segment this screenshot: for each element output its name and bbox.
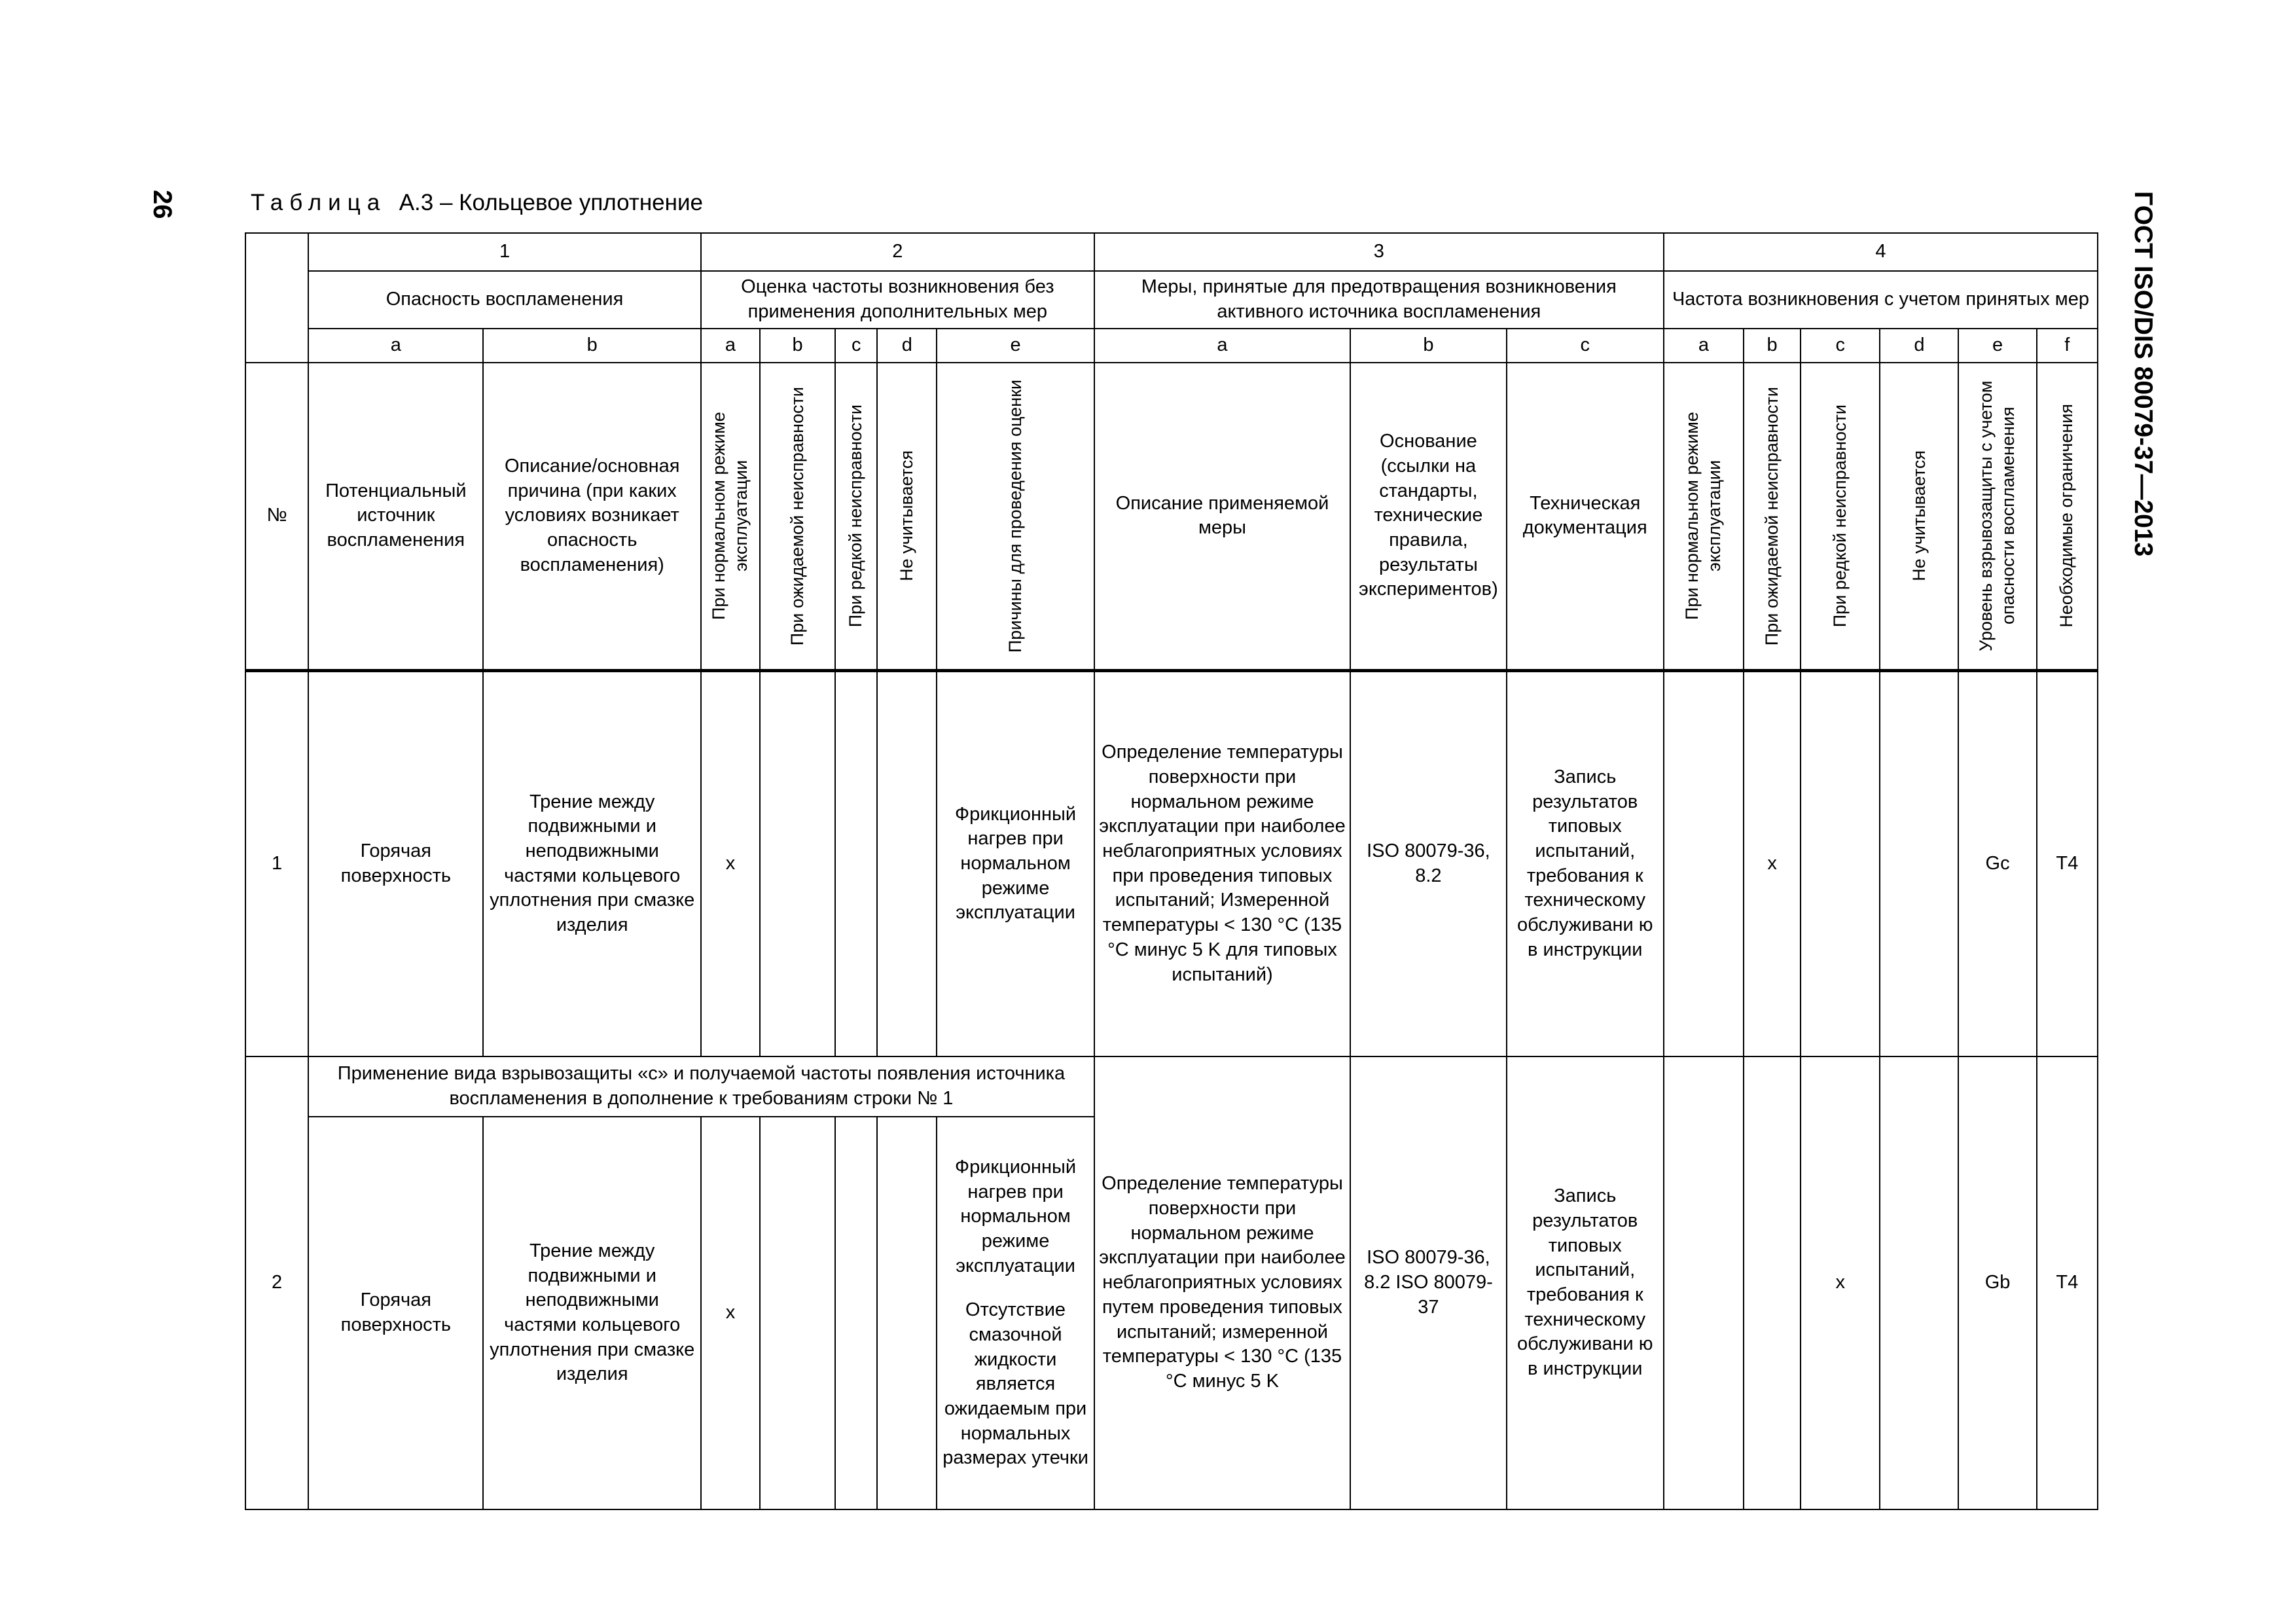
row1-cause: Трение между подвижными и неподвижными частями кольцевого уплотнения при смазке изделия xyxy=(483,670,700,1056)
header-expected xyxy=(760,363,835,670)
table-row xyxy=(245,670,2098,1056)
header-description-cause: Описание/основная причина (при каких условиях возникает опасность воспламенения) xyxy=(483,363,700,670)
group-3-title: Меры, принятые для предотвращения возникновения активного источника воспламенения xyxy=(1094,271,1664,329)
letter-row xyxy=(245,329,2098,363)
header-reasons-text: Причины для проведения оценки xyxy=(1005,379,1025,653)
row1-protection-level: Gc xyxy=(1958,670,2036,1056)
row2-limitations: T4 xyxy=(2037,1056,2098,1509)
row2-freq-normal: x xyxy=(701,1117,760,1509)
header-limitations xyxy=(2037,363,2098,670)
group-title-row xyxy=(245,271,2098,329)
row1-after-expected: x xyxy=(1744,670,1801,1056)
header-after-rare-text: При редкой неисправности xyxy=(1829,405,1850,628)
header-expected-text: При ожидаемой неисправности xyxy=(787,386,807,645)
row1-measure: Определение температуры поверхности при нормальном режиме эксплуатации при наиболее неблагоприятных условиях при проведения типовых испытаний; Измеренной температуры < 130 °C (135 °C минус 5 K для типовых испытаний) xyxy=(1094,670,1351,1056)
row2-reasons-part2: Отсутствие смазочной жидкости является ожидаемым при нормальных размерах утечки xyxy=(942,1299,1088,1469)
standard-designation: ГОСТ ISO/DIS 80079-37—2013 xyxy=(2129,191,2157,557)
letter-2b: b xyxy=(760,329,835,363)
letter-3c: c xyxy=(1507,329,1664,363)
row2-freq-expected xyxy=(760,1117,835,1509)
letter-4b: b xyxy=(1744,329,1801,363)
row2-no: 2 xyxy=(245,1056,308,1509)
row2-reasons xyxy=(937,1117,1094,1509)
row1-tech-doc: Запись результатов типовых испытаний, требования к техническому обслуживани ю в инструкции xyxy=(1507,670,1664,1056)
row2-note: Применение вида взрывозащиты «с» и получаемой частоты появления источника воспламенения в дополнение к требованиям строки № 1 xyxy=(308,1056,1094,1117)
row2-protection-level: Gb xyxy=(1958,1056,2036,1509)
caption-label: Таблица xyxy=(251,190,387,215)
letter-4f: f xyxy=(2037,329,2098,363)
header-normal-text: При нормальном режиме эксплуатации xyxy=(709,412,751,621)
row2-freq-rare xyxy=(835,1117,877,1509)
row2-after-expected xyxy=(1744,1056,1801,1509)
row1-no: 1 xyxy=(245,670,308,1056)
header-after-expected xyxy=(1744,363,1801,670)
row1-freq-rare xyxy=(835,670,877,1056)
row2-measure: Определение температуры поверхности при нормальном режиме эксплуатации при наиболее неблагоприятных условиях путем проведения типовых испытаний; измеренной температуры < 130 °C (135 °C минус 5 K xyxy=(1094,1056,1351,1509)
row2-after-normal xyxy=(1664,1056,1744,1509)
group-3-number: 3 xyxy=(1094,233,1664,271)
header-rare-text: При редкой неисправности xyxy=(846,405,866,628)
letter-2d: d xyxy=(877,329,937,363)
group-number-row xyxy=(245,233,2098,271)
letter-2c: c xyxy=(835,329,877,363)
group-2-title: Оценка частоты возникновения без применения дополнительных мер xyxy=(701,271,1094,329)
header-reasons xyxy=(937,363,1094,670)
group-1-title: Опасность воспламенения xyxy=(308,271,701,329)
header-after-normal-text: При нормальном режиме эксплуатации xyxy=(1682,412,1724,621)
row2-tech-doc: Запись результатов типовых испытаний, требования к техническому обслуживани ю в инструкции xyxy=(1507,1056,1664,1509)
header-rare xyxy=(835,363,877,670)
group-2-number: 2 xyxy=(701,233,1094,271)
row1-freq-not-considered xyxy=(877,670,937,1056)
row2-reasons-part1: Фрикционный нагрев при нормальном режиме эксплуатации xyxy=(955,1156,1077,1276)
letter-1a: a xyxy=(308,329,483,363)
ignition-hazard-table xyxy=(245,232,2098,1510)
header-tech-doc: Техническая документация xyxy=(1507,363,1664,670)
header-potential-source: Потенциальный источник воспламенения xyxy=(308,363,483,670)
letter-4a: a xyxy=(1664,329,1744,363)
header-basis: Основание (ссылки на стандарты, технические правила, результаты экспериментов) xyxy=(1350,363,1506,670)
row1-freq-normal: x xyxy=(701,670,760,1056)
header-no: № xyxy=(245,363,308,670)
letter-2a: a xyxy=(701,329,760,363)
row2-basis: ISO 80079-36, 8.2 ISO 80079-37 xyxy=(1350,1056,1506,1509)
row1-source: Горячая поверхность xyxy=(308,670,483,1056)
letter-3a: a xyxy=(1094,329,1351,363)
table-row xyxy=(245,1056,2098,1117)
header-normal xyxy=(701,363,760,670)
letter-4d: d xyxy=(1880,329,1958,363)
row1-limitations: T4 xyxy=(2037,670,2098,1056)
letter-1b: b xyxy=(483,329,700,363)
header-after-not-considered-text: Не учитывается xyxy=(1909,450,1929,582)
row2-source: Горячая поверхность xyxy=(308,1117,483,1509)
column-header-row xyxy=(245,363,2098,670)
letter-4c: c xyxy=(1801,329,1880,363)
header-protection-level xyxy=(1958,363,2036,670)
header-protection-level-text: Уровень взрывозащиты с учетом опасности воспламенения xyxy=(1976,380,2018,651)
header-not-considered xyxy=(877,363,937,670)
header-not-considered-text: Не учитывается xyxy=(896,450,916,582)
row2-freq-not-considered xyxy=(877,1117,937,1509)
header-measure-description: Описание применяемой меры xyxy=(1094,363,1351,670)
page-number: 26 xyxy=(148,190,177,219)
row2-after-rare: x xyxy=(1801,1056,1880,1509)
row1-after-not-considered xyxy=(1880,670,1958,1056)
row1-after-normal xyxy=(1664,670,1744,1056)
group-1-number: 1 xyxy=(308,233,701,271)
header-after-normal xyxy=(1664,363,1744,670)
letter-4e: e xyxy=(1958,329,2036,363)
row2-cause: Трение между подвижными и неподвижными частями кольцевого уплотнения при смазке изделия xyxy=(483,1117,700,1509)
header-after-rare xyxy=(1801,363,1880,670)
row1-after-rare xyxy=(1801,670,1880,1056)
corner-cell xyxy=(245,233,308,363)
table-caption xyxy=(251,190,703,216)
row1-reasons: Фрикционный нагрев при нормальном режиме эксплуатации xyxy=(937,670,1094,1056)
group-4-title: Частота возникновения с учетом принятых мер xyxy=(1664,271,2098,329)
letter-2e: e xyxy=(937,329,1094,363)
letter-3b: b xyxy=(1350,329,1506,363)
row1-freq-expected xyxy=(760,670,835,1056)
row2-after-not-considered xyxy=(1880,1056,1958,1509)
header-limitations-text: Необходимые ограничения xyxy=(2056,404,2077,628)
header-after-expected-text: При ожидаемой неисправности xyxy=(1761,386,1782,645)
row1-basis: ISO 80079-36, 8.2 xyxy=(1350,670,1506,1056)
header-after-not-considered xyxy=(1880,363,1958,670)
caption-title: А.3 – Кольцевое уплотнение xyxy=(399,190,703,215)
group-4-number: 4 xyxy=(1664,233,2098,271)
